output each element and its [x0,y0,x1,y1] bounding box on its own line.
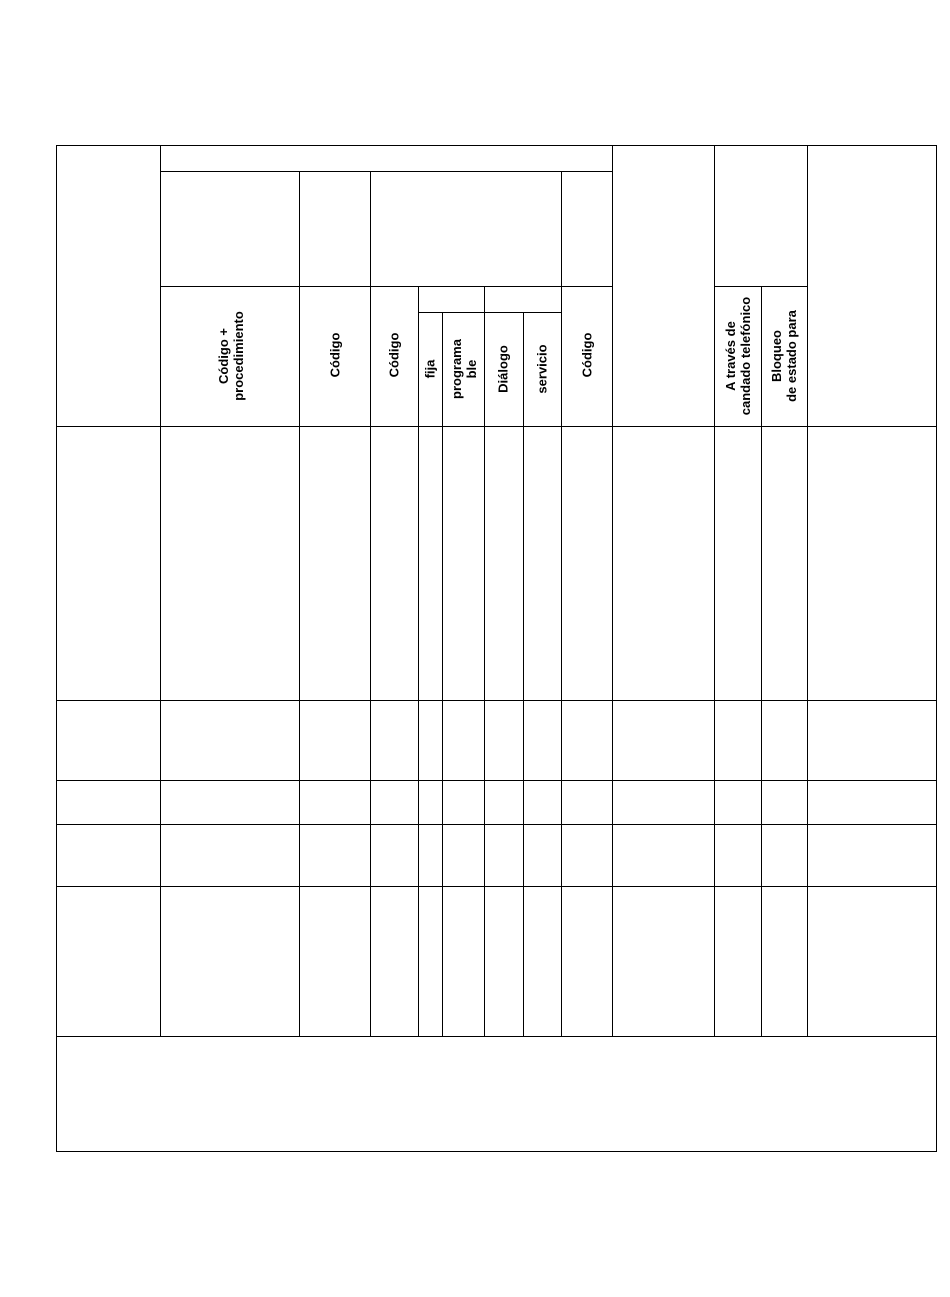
label-bloqueo: Bloqueo de estado para [769,310,799,402]
table-cell [160,426,300,701]
table-cell [418,700,443,781]
table-cell [761,426,808,701]
table-cell [523,426,562,701]
header-upper-col3-7 [370,171,562,287]
header-group-top [160,145,613,172]
table-cell [714,426,762,701]
header-upper-col8 [561,171,613,287]
label-programable: programa ble [449,339,479,399]
table-cell [370,780,419,825]
label-a-traves-de: A través de candado telefónico [723,296,753,416]
table-cell [56,700,161,781]
table-cell [561,780,613,825]
table-cell [418,780,443,825]
table-cell [160,780,300,825]
table-cell [761,780,808,825]
table-cell [714,700,762,781]
table-cell [612,824,715,887]
table-cell [370,824,419,887]
label-codigo-3: Código [579,332,595,378]
header-subgroup-col6-7 [484,286,562,313]
table-cell [160,700,300,781]
table-cell [299,886,371,1037]
table-cell [761,700,808,781]
table-cell [714,824,762,887]
table-cell [612,426,715,701]
table-cell [370,700,419,781]
table-cell [561,824,613,887]
table-cell [714,780,762,825]
table-cell [442,700,485,781]
table-cell [484,886,524,1037]
label-codigo-2: Código [386,332,402,378]
table-cell [299,824,371,887]
table-cell [56,780,161,825]
label-servicio: servicio [534,344,550,394]
label-codigo-1: Código [327,332,343,378]
table-cell [484,780,524,825]
table-cell [761,824,808,887]
label-codigo-procedimiento: Código + procedimiento [216,311,246,401]
table-cell [561,700,613,781]
table-cell [56,426,161,701]
table-cell [807,824,937,887]
table-cell [523,780,562,825]
table-footer-cell [56,1036,937,1152]
table-cell [299,780,371,825]
header-group-col10-11 [714,145,808,287]
table-cell [523,824,562,887]
table-cell [160,824,300,887]
table-cell [612,886,715,1037]
table-cell [442,824,485,887]
table-cell [807,886,937,1037]
table-cell [523,886,562,1037]
label-dialogo: Diálogo [495,345,511,393]
table-cell [442,780,485,825]
table-cell [761,886,808,1037]
table-cell [160,886,300,1037]
table-cell [56,886,161,1037]
table-cell [418,886,443,1037]
table-cell [442,426,485,701]
table-cell [612,700,715,781]
table-cell [56,824,161,887]
table-cell [561,886,613,1037]
table-cell [807,780,937,825]
header-upper-col2 [299,171,371,287]
header-upper-col1 [160,171,300,287]
header-cell-col9 [612,145,715,427]
table-cell [561,426,613,701]
table-cell [807,700,937,781]
header-cell-col0 [56,145,161,427]
table-cell [418,824,443,887]
table-cell [370,426,419,701]
table-cell [523,700,562,781]
table-cell [442,886,485,1037]
table-cell [418,426,443,701]
table-cell [484,700,524,781]
header-cell-col12 [807,145,937,427]
table-cell [807,426,937,701]
table-cell [714,886,762,1037]
table-cell [484,824,524,887]
table-cell [299,426,371,701]
table-cell [484,426,524,701]
table-cell [612,780,715,825]
label-fija: fija [422,359,438,379]
header-subgroup-col4-5 [418,286,485,313]
table-cell [299,700,371,781]
table-cell [370,886,419,1037]
